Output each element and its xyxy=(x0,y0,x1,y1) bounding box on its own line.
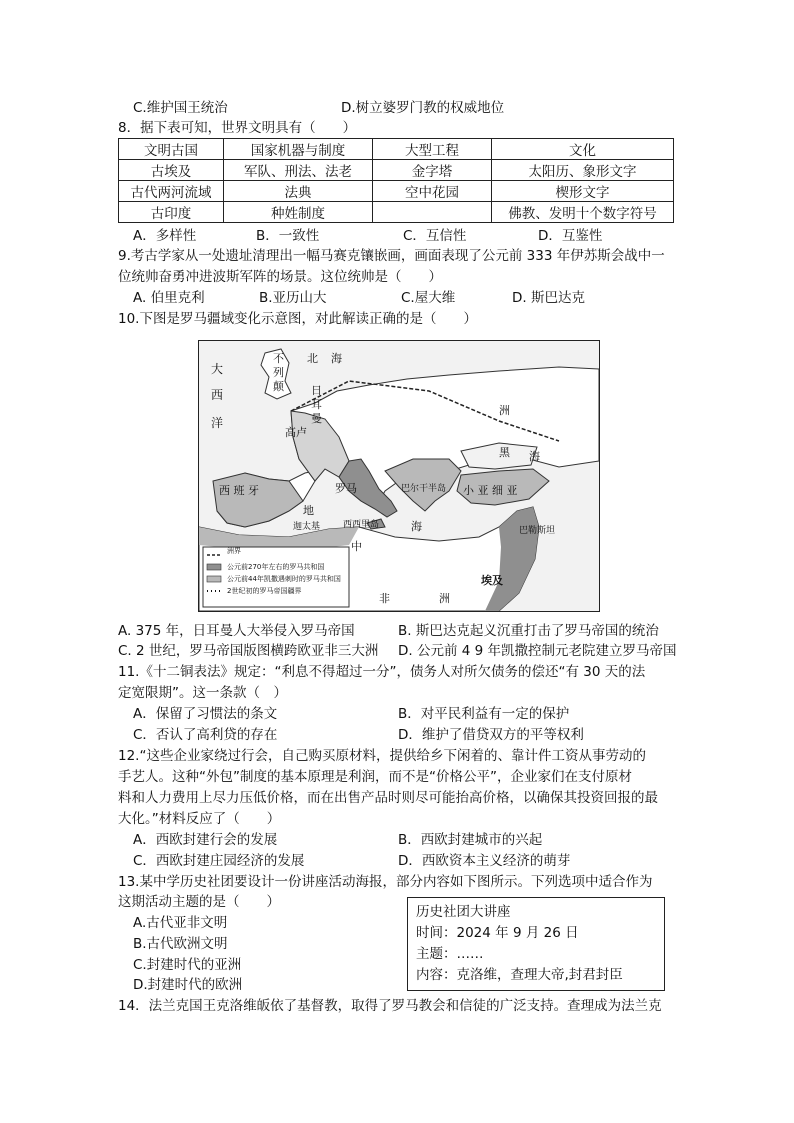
legend-item: 公元前270年左右的罗马共和国 xyxy=(227,563,325,571)
q12-option-a: A．西欧封建行会的发展 xyxy=(133,832,278,848)
table-cell: 太阳历、象形文字 xyxy=(492,160,674,181)
q8-option-a: A．多样性 xyxy=(133,228,197,244)
q12-stem-line3: 料和人力费用上尽力压低价格，而在出售产品时则尽可能抬高价格，以确保其投资回报的最 xyxy=(118,790,658,806)
q9-stem-line1: 9.考古学家从一处遗址清理出一幅马赛克镶嵌画，画面表现了公元前 333 年伊苏斯会战中一 xyxy=(118,248,665,264)
legend-item: 洲界 xyxy=(227,547,241,555)
q9-option-d: D. 斯巴达克 xyxy=(512,290,585,306)
q11-stem-line2: 定宽限期”。这一条款（ ） xyxy=(118,685,287,701)
map-label-lie: 列 xyxy=(273,366,284,379)
map-label-black-sea-1: 黑 xyxy=(499,446,510,459)
q9-stem-line2: 位统帅奋勇冲进波斯军阵的场景。这位统帅是（ ） xyxy=(118,269,442,285)
q11-option-d: D．维护了借贷双方的平等权利 xyxy=(398,727,584,743)
table-cell: 金字塔 xyxy=(373,160,492,181)
lecture-poster xyxy=(407,897,665,991)
map-label-di: 地 xyxy=(303,504,314,517)
table-cell: 法典 xyxy=(224,181,373,202)
q12-option-b: B．西欧封建城市的兴起 xyxy=(398,832,543,848)
table-row xyxy=(119,202,674,223)
map-label-dian: 颠 xyxy=(273,380,284,393)
map-label-black-sea-2: 海 xyxy=(529,450,540,463)
table-cell: 空中花园 xyxy=(373,181,492,202)
civilization-table xyxy=(118,138,674,223)
map-label-palestine: 巴勒斯坦 xyxy=(519,526,556,536)
q13-option-a: A.古代亚非文明 xyxy=(133,915,228,931)
q11-option-b: B．对平民利益有一定的保护 xyxy=(398,706,570,722)
q13-stem-line2: 这期活动主题的是（ ） xyxy=(118,894,280,910)
q12-stem-line4: 大化。”材料反应了（ ） xyxy=(118,811,281,827)
map-label-er: 耳 xyxy=(311,398,322,411)
map-label-carthage: 迦太基 xyxy=(293,522,321,532)
poster-theme: 主题：…… xyxy=(416,946,484,962)
q11-stem-line1: 11.《十二铜表法》规定：“利息不得超过一分”，债务人对所欠债务的偿还“有 30 天的法 xyxy=(118,664,646,680)
map-label-man: 曼 xyxy=(311,412,322,425)
table-cell: 古代两河流域 xyxy=(119,181,224,202)
poster-content: 内容：克洛维，查理大帝,封君封臣 xyxy=(416,967,623,983)
q10-option-b: B. 斯巴达克起义沉重打击了罗马帝国的统治 xyxy=(398,623,659,639)
q13-option-c: C.封建时代的亚洲 xyxy=(133,957,242,973)
q10-option-a: A. 375 年，日耳曼人大举侵入罗马帝国 xyxy=(118,623,355,639)
q10-option-c: C. 2 世纪，罗马帝国版图横跨欧亚非三大洲 xyxy=(118,643,379,659)
map-label-hai: 海 xyxy=(411,520,422,533)
map-label-fei: 非 xyxy=(379,592,390,605)
map-label-europe-zhou: 洲 xyxy=(499,404,510,417)
q12-stem-line1: 12.“这些企业家绕过行会，自己购买原材料，提供给乡下闲着的、靠计件工资从事劳动的 xyxy=(118,748,646,764)
q8-option-d: D．互鉴性 xyxy=(538,228,603,244)
table-header: 文化 xyxy=(492,139,674,160)
q13-option-b: B.古代欧洲文明 xyxy=(133,936,228,952)
q12-option-d: D．西欧资本主义经济的萌芽 xyxy=(398,853,571,869)
q8-stem: 8．据下表可知，世界文明具有（ ） xyxy=(118,120,357,136)
map-label-xi: 西 xyxy=(211,388,224,402)
q9-option-b: B.亚历山大 xyxy=(259,290,327,306)
table-header: 文明古国 xyxy=(119,139,224,160)
q12-stem-line2: 手艺人。这种“外包”制度的基本原理是利润，而不是“价格公平”，企业家们在支付原材 xyxy=(118,769,632,785)
table-cell: 古埃及 xyxy=(119,160,224,181)
table-cell xyxy=(373,202,492,223)
q9-option-c: C.屋大维 xyxy=(401,290,456,306)
q8-option-b: B．一致性 xyxy=(256,228,320,244)
q11-option-c: C．否认了高利贷的存在 xyxy=(133,727,278,743)
map-label-egypt: 埃及 xyxy=(481,574,503,587)
table-cell: 古印度 xyxy=(119,202,224,223)
map-label-zhong: 中 xyxy=(351,540,362,553)
q8-option-c: C．互信性 xyxy=(403,228,467,244)
table-row xyxy=(119,160,674,181)
table-header-row xyxy=(119,139,674,160)
map-label-spain: 西 班 牙 xyxy=(219,484,259,497)
legend-item: 2世纪初的罗马帝国疆界 xyxy=(227,587,302,595)
q13-option-d: D.封建时代的欧洲 xyxy=(133,977,243,993)
q7-option-c: C.维护国王统治 xyxy=(133,100,228,116)
map-label-balkan: 巴尔干半岛 xyxy=(401,484,447,494)
map-label-ri: 日 xyxy=(311,384,322,397)
map-label-da: 大 xyxy=(211,362,224,376)
q9-option-a: A. 伯里克利 xyxy=(133,290,205,306)
table-header: 大型工程 xyxy=(373,139,492,160)
map-label-north-sea-2: 海 xyxy=(331,352,342,365)
table-cell: 种姓制度 xyxy=(224,202,373,223)
table-header: 国家机器与制度 xyxy=(224,139,373,160)
q11-option-a: A．保留了习惯法的条文 xyxy=(133,706,278,722)
map-label-gaul: 高卢 xyxy=(285,426,307,439)
map-label-rome: 罗马 xyxy=(335,482,357,495)
map-label-bu: 不 xyxy=(273,352,284,365)
q10-option-d: D. 公元前 4 9 年凯撒控制元老院建立罗马帝国 xyxy=(398,643,677,659)
q14-stem-line1: 14．法兰克国王克洛维皈依了基督教，取得了罗马教会和信徒的广泛支持。查理成为法兰克 xyxy=(118,998,662,1014)
legend-item: 公元前44年凯撒遇刺时的罗马共和国 xyxy=(227,575,341,583)
q12-option-c: C．西欧封建庄园经济的发展 xyxy=(133,853,305,869)
table-row xyxy=(119,181,674,202)
map-label-africa-zhou: 洲 xyxy=(439,592,450,605)
map-label-asia-minor: 小 亚 细 亚 xyxy=(463,484,518,497)
table-cell: 佛教、发明十个数字符号 xyxy=(492,202,674,223)
q13-stem-line1: 13.某中学历史社团要设计一份讲座活动海报，部分内容如下图所示。下列选项中适合作为 xyxy=(118,874,653,890)
table-cell: 军队、刑法、法老 xyxy=(224,160,373,181)
poster-time: 时间：2024 年 9 月 26 日 xyxy=(416,925,579,941)
q7-option-d: D.树立婆罗门教的权威地位 xyxy=(341,100,505,116)
map-label-sicily: 西西里岛 xyxy=(343,520,380,530)
roman-territory-map xyxy=(198,340,600,612)
table-cell: 楔形文字 xyxy=(492,181,674,202)
map-label-north-sea-1: 北 xyxy=(307,352,318,365)
map-label-yang: 洋 xyxy=(211,416,224,430)
poster-title: 历史社团大讲座 xyxy=(416,904,511,920)
q10-stem: 10.下图是罗马疆域变化示意图，对此解读正确的是（ ） xyxy=(118,311,477,327)
